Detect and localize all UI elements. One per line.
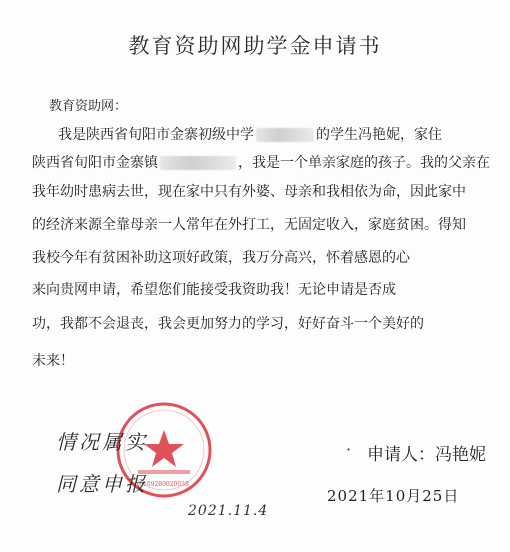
redacted-block xyxy=(160,156,236,170)
approval-date: 2021.11.4 xyxy=(188,503,269,519)
salutation: 教育资助网： xyxy=(49,99,128,114)
application-date: 2021年10月25日 xyxy=(327,487,460,505)
body-text-2a: 陕西省旬阳市金寨镇 xyxy=(32,155,158,171)
seal-serial: 6109280020038 xyxy=(139,481,189,488)
approval-comment-line-2: 同意申报 xyxy=(56,472,148,496)
body-line-1 xyxy=(58,124,442,144)
approval-comment-line-1: 情况属实 xyxy=(56,430,148,454)
body-line-6: 来向贵网申请，希望您们能接受我资助我！无论申请是否成 xyxy=(32,282,396,298)
applicant-signature: 申请人：冯艳妮 xyxy=(367,445,486,465)
body-line-5: 我校今年有贫困补助这项好政策，我万分高兴，怀着感恩的心 xyxy=(32,250,410,266)
signature-mark: · xyxy=(346,440,352,459)
body-line-2 xyxy=(32,152,490,172)
document-title: 教育资助网助学金申请书 xyxy=(128,34,382,58)
body-line-3: 我年幼时患病去世，现在家中只有外婆、母亲和我相依为命，因此家中 xyxy=(32,184,466,200)
body-line-7: 功，我都不会退丧，我会更加努力的学习，好好奋斗一个美好的 xyxy=(32,316,424,332)
body-text-2b: ，我是一个单亲家庭的孩子。我的父亲在 xyxy=(238,155,490,171)
body-line-8: 未来！ xyxy=(32,353,74,369)
redacted-block xyxy=(256,128,314,142)
body-line-4: 的经济来源全靠母亲一人常年在外打工，无固定收入，家庭贫困。得知 xyxy=(32,217,466,233)
body-text-1b: 的学生冯艳妮，家住 xyxy=(316,127,442,143)
body-text-1a: 我是陕西省旬阳市金寨初级中学 xyxy=(58,127,254,143)
